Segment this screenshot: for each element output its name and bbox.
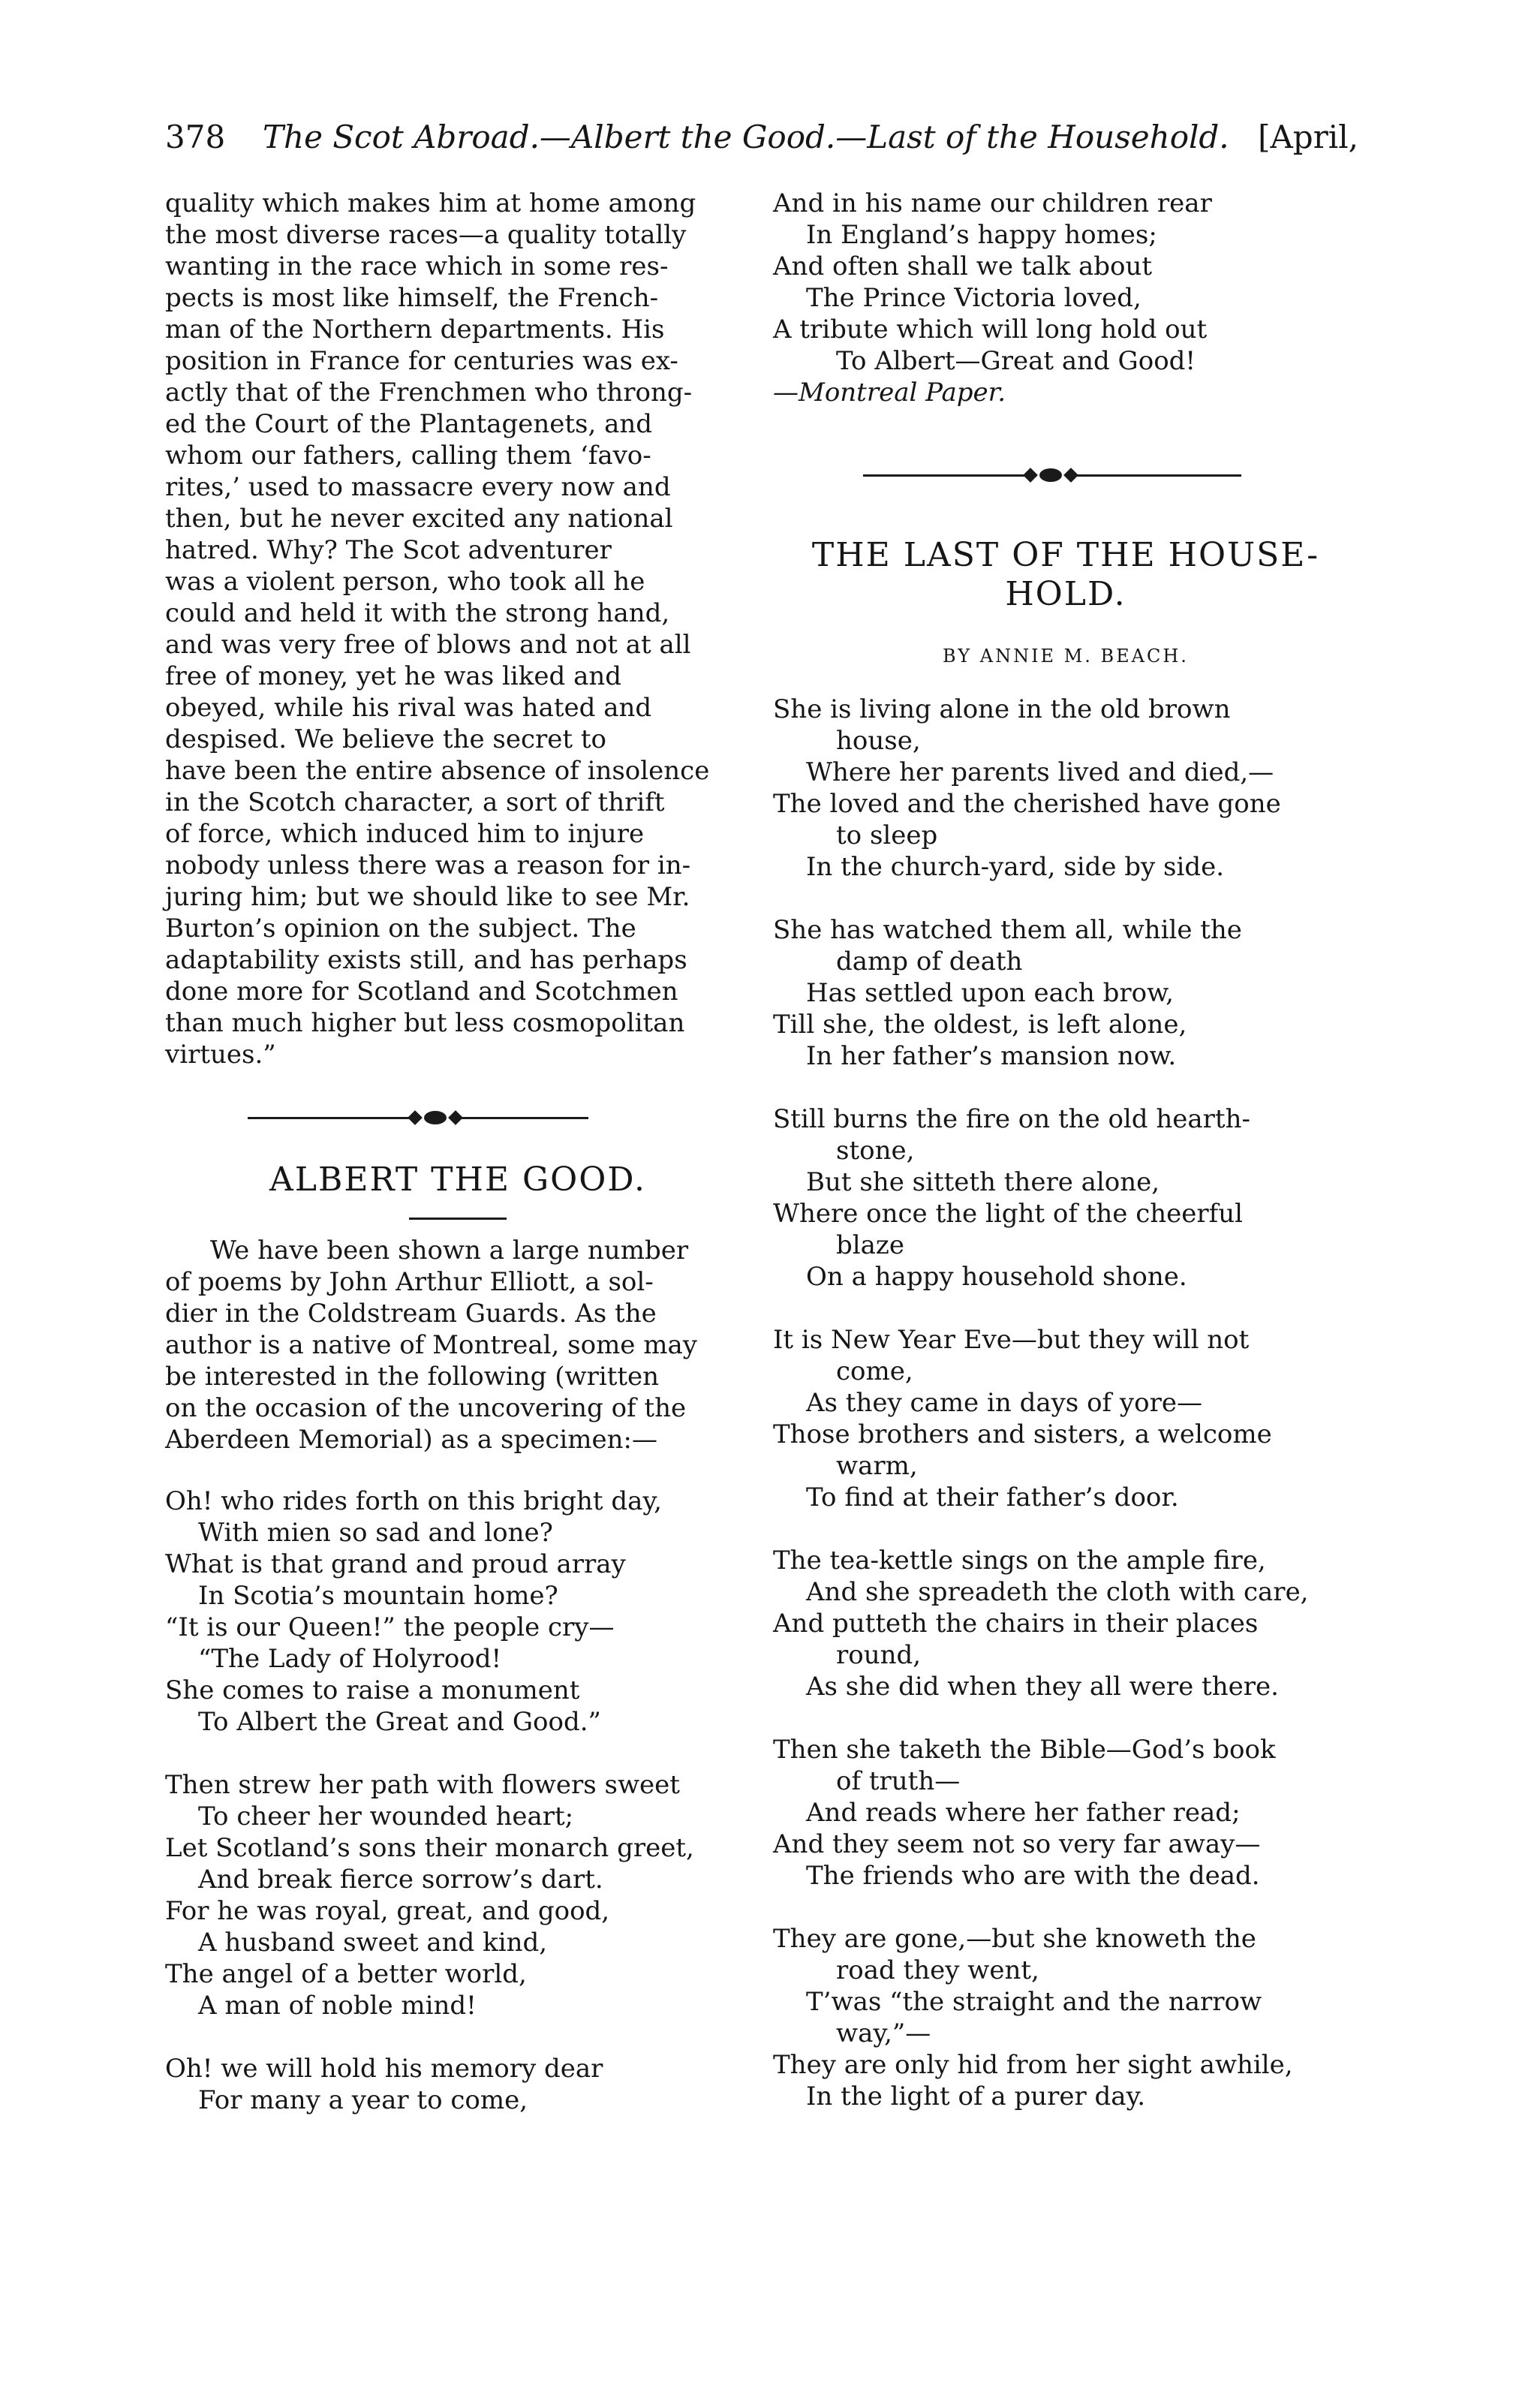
household-stanza-3 xyxy=(773,1103,1358,1293)
running-header xyxy=(165,111,1358,164)
text-line: was a violent person, who took all he xyxy=(165,567,645,597)
text-line: Burton’s opinion on the subject. The xyxy=(165,914,636,944)
verse-line: damp of death xyxy=(836,947,1023,977)
verse-line: To cheer her wounded heart; xyxy=(198,1801,574,1832)
text-line: author is a native of Montreal, some may xyxy=(165,1330,697,1360)
household-stanza-7 xyxy=(773,1923,1358,2112)
verse-line: road they went, xyxy=(836,1955,1039,1985)
text-line: be interested in the following (written xyxy=(165,1362,660,1392)
verse-line: As they came in days of yore— xyxy=(806,1388,1202,1418)
text-line: in the Scotch character, a sort of thrift xyxy=(165,787,665,817)
text-line: adaptability exists still, and has perhaps xyxy=(165,945,687,975)
title-rule xyxy=(409,1218,507,1220)
verse-line: round, xyxy=(836,1640,922,1670)
verse-line: To find at their father’s door. xyxy=(806,1482,1179,1513)
text-line: and was very free of blows and not at all xyxy=(165,630,691,660)
text-line: wanting in the race which in some res- xyxy=(165,251,669,281)
verse-line: And often shall we talk about xyxy=(773,251,1153,281)
text-line: ed the Court of the Plantagenets, and xyxy=(165,409,653,439)
text-line: have been the entire absence of insolence xyxy=(165,756,710,786)
verse-line: And in his name our children rear xyxy=(773,188,1212,218)
verse-line: For he was royal, great, and good, xyxy=(165,1896,610,1926)
text-line: man of the Northern departments. His xyxy=(165,315,665,345)
verse-line: way,”— xyxy=(836,2018,931,2048)
header-month: [April, xyxy=(1258,119,1358,155)
verse-line: Has settled upon each brow, xyxy=(806,978,1174,1008)
text-line: actly that of the Frenchmen who throng- xyxy=(165,378,693,408)
verse-line: It is New Year Eve—but they will not xyxy=(773,1325,1250,1355)
verse-line: As she did when they all were there. xyxy=(806,1672,1279,1702)
scot-abroad-paragraph xyxy=(165,188,750,1070)
verse-line: With mien so sad and lone? xyxy=(198,1518,553,1548)
running-title: The Scot Abroad.—Albert the Good.—Last of the Household. xyxy=(263,119,1229,155)
verse-line: What is that grand and proud array xyxy=(165,1549,626,1579)
household-stanza-1 xyxy=(773,694,1358,883)
text-line: of force, which induced him to injure xyxy=(165,819,645,849)
verse-line: The friends who are with the dead. xyxy=(806,1861,1260,1891)
verse-line: In her father’s mansion now. xyxy=(806,1041,1177,1071)
verse-line: She has watched them all, while the xyxy=(773,915,1242,945)
verse-line: Oh! who rides forth on this bright day, xyxy=(165,1486,662,1516)
albert-stanza-2 xyxy=(165,1769,750,2021)
verse-line: And she spreadeth the cloth with care, xyxy=(806,1577,1309,1607)
verse-line: And break fierce sorrow’s dart. xyxy=(198,1865,603,1895)
verse-line: Where her parents lived and died,— xyxy=(806,757,1274,787)
household-title-line-2: HOLD. xyxy=(1005,575,1126,613)
verse-line: To Albert the Great and Good.” xyxy=(198,1707,601,1737)
verse-line: On a happy household shone. xyxy=(806,1262,1187,1292)
albert-title: ALBERT THE GOOD. xyxy=(269,1160,646,1199)
verse-line: come, xyxy=(836,1356,913,1386)
verse-line: T’was “the straight and the narrow xyxy=(806,1987,1262,2017)
albert-stanza-3 xyxy=(165,2053,750,2116)
page-number: 378 xyxy=(165,119,226,155)
verse-line: She comes to raise a monument xyxy=(165,1675,580,1705)
text-line: on the occasion of the uncovering of the xyxy=(165,1393,687,1423)
verse-line: Where once the light of the cheerful xyxy=(773,1199,1243,1229)
verse-line: Let Scotland’s sons their monarch greet, xyxy=(165,1833,694,1863)
household-stanza-2 xyxy=(773,914,1358,1072)
verse-line: Till she, the oldest, is left alone, xyxy=(773,1010,1187,1040)
verse-line: But she sitteth there alone, xyxy=(806,1167,1160,1197)
verse-line: warm, xyxy=(836,1451,918,1481)
section-ornament xyxy=(773,461,1358,491)
text-line: dier in the Coldstream Guards. As the xyxy=(165,1299,657,1329)
text-line: hatred. Why? The Scot adventurer xyxy=(165,535,612,565)
household-stanza-6 xyxy=(773,1734,1358,1892)
verse-line: stone, xyxy=(836,1136,915,1166)
albert-intro-paragraph xyxy=(165,1235,750,1455)
text-line: obeyed, while his rival was hated and xyxy=(165,693,652,723)
source-credit: —Montreal Paper. xyxy=(773,378,1006,408)
right-column xyxy=(773,188,1358,2144)
verse-line: Then strew her path with flowers sweet xyxy=(165,1770,680,1800)
text-line: virtues.” xyxy=(165,1040,276,1070)
verse-line: A husband sweet and kind, xyxy=(198,1928,548,1958)
verse-line: And they seem not so very far away— xyxy=(773,1829,1261,1859)
text-line: free of money, yet he was liked and xyxy=(165,661,622,691)
verse-line: Those brothers and sisters, a welcome xyxy=(773,1419,1272,1449)
albert-stanza-1 xyxy=(165,1485,750,1738)
verse-line: A tribute which will long hold out xyxy=(773,315,1208,345)
verse-line: to sleep xyxy=(836,820,938,850)
verse-line: The loved and the cherished have gone xyxy=(773,789,1281,819)
text-line: Aberdeen Memorial) as a specimen:— xyxy=(165,1425,657,1455)
verse-line: In the church-yard, side by side. xyxy=(806,852,1225,882)
verse-line: The Prince Victoria loved, xyxy=(806,283,1142,313)
verse-line: The tea-kettle sings on the ample fire, xyxy=(773,1546,1266,1576)
verse-line: For many a year to come, xyxy=(198,2085,528,2115)
verse-line: A man of noble mind! xyxy=(198,1991,477,2021)
verse-line: They are gone,—but she knoweth the xyxy=(773,1924,1256,1954)
text-line: of poems by John Arthur Elliott, a sol- xyxy=(165,1267,654,1297)
text-line: could and held it with the strong hand, xyxy=(165,598,670,628)
verse-line: blaze xyxy=(836,1230,904,1260)
verse-line: of truth— xyxy=(836,1766,961,1796)
text-line: despised. We believe the secret to xyxy=(165,724,606,754)
text-line: done more for Scotland and Scotchmen xyxy=(165,977,678,1007)
household-title xyxy=(773,536,1358,614)
verse-line: To Albert—Great and Good! xyxy=(836,346,1196,376)
left-column xyxy=(165,188,750,2148)
text-line: nobody unless there was a reason for in- xyxy=(165,850,691,880)
verse-line: “It is our Queen!” the people cry— xyxy=(165,1612,615,1642)
verse-line: In England’s happy homes; xyxy=(806,220,1157,250)
verse-line: Still burns the fire on the old hearth- xyxy=(773,1104,1250,1134)
verse-line: house, xyxy=(836,726,921,756)
household-stanza-4 xyxy=(773,1324,1358,1513)
section-ornament xyxy=(165,1103,750,1133)
verse-line: They are only hid from her sight awhile, xyxy=(773,2050,1293,2080)
verse-line: And reads where her father read; xyxy=(806,1798,1241,1828)
verse-line: Then she taketh the Bible—God’s book xyxy=(773,1735,1276,1765)
text-line: then, but he never excited any national xyxy=(165,504,673,534)
verse-line: “The Lady of Holyrood! xyxy=(198,1644,502,1674)
verse-line: The angel of a better world, xyxy=(165,1959,527,1989)
text-line: juring him; but we should like to see Mr. xyxy=(165,882,690,912)
household-title-line-1: THE LAST OF THE HOUSE- xyxy=(811,536,1320,574)
text-line: whom our fathers, calling them ‘favo- xyxy=(165,441,651,471)
text-line: rites,’ used to massacre every now and xyxy=(165,472,671,502)
text-line: position in France for centuries was ex- xyxy=(165,346,678,376)
text-line: quality which makes him at home among xyxy=(165,188,696,218)
household-stanza-5 xyxy=(773,1545,1358,1702)
author-byline: BY ANNIE M. BEACH. xyxy=(943,646,1189,667)
text-line: pects is most like himself, the French- xyxy=(165,283,659,313)
text-line: than much higher but less cosmopolitan xyxy=(165,1008,685,1038)
text-line: We have been shown a large number xyxy=(210,1236,689,1266)
verse-line: And putteth the chairs in their places xyxy=(773,1609,1259,1639)
verse-line: In Scotia’s mountain home? xyxy=(198,1581,558,1611)
verse-line: In the light of a purer day. xyxy=(806,2081,1146,2112)
text-line: the most diverse races—a quality totally xyxy=(165,220,687,250)
albert-stanza-3-continued xyxy=(773,188,1358,377)
verse-line: She is living alone in the old brown xyxy=(773,694,1231,724)
verse-line: Oh! we will hold his memory dear xyxy=(165,2054,603,2084)
